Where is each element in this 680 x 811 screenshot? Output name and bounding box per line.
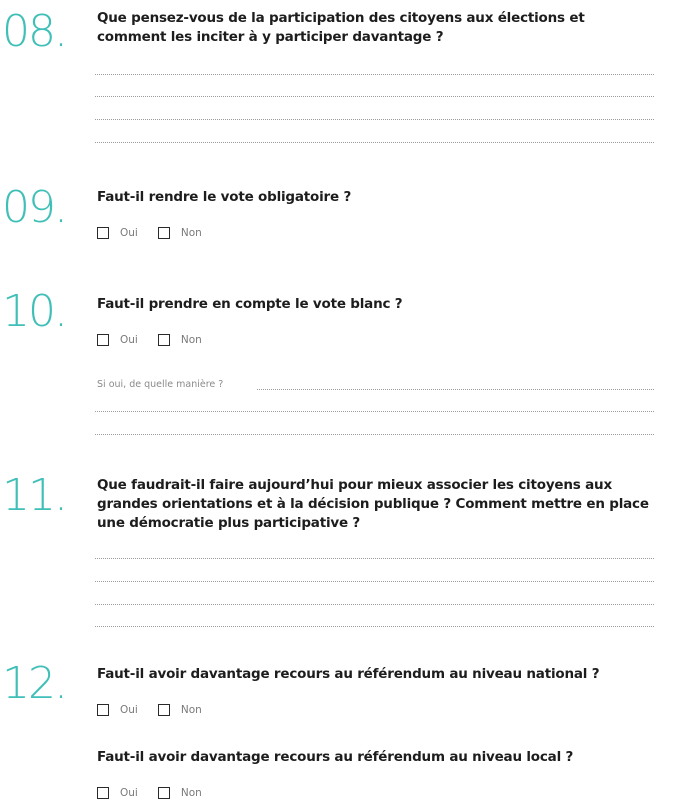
- option-label: Non: [180, 704, 202, 716]
- answer-line[interactable]: [95, 142, 654, 143]
- question-11-text: Que faudrait-il faire aujourd’hui pour mieux associer les citoyens aux grandes orientations et à la décision publique ? Comment mettre en place une démocratie plus participative ?: [97, 477, 649, 531]
- option-label: Oui: [120, 334, 138, 346]
- q09-non-checkbox[interactable]: [158, 227, 202, 239]
- q09-oui-checkbox[interactable]: [97, 227, 138, 239]
- q12-local-non-checkbox[interactable]: [158, 787, 202, 799]
- question-number-11: 11.: [2, 470, 66, 521]
- checkbox-icon[interactable]: [97, 704, 109, 716]
- q10-options: [97, 332, 222, 348]
- q10-sub-label: Si oui, de quelle manière ?: [97, 379, 227, 390]
- answer-line[interactable]: [95, 626, 654, 627]
- answer-line[interactable]: [257, 389, 654, 390]
- question-12-national-text: Faut-il avoir davantage recours au référendum au niveau national ?: [97, 666, 600, 682]
- answer-line[interactable]: [95, 434, 654, 435]
- answer-line[interactable]: [95, 411, 654, 412]
- checkbox-icon[interactable]: [158, 227, 170, 239]
- question-number-10: 10.: [2, 286, 66, 337]
- question-number-12: 12.: [2, 658, 66, 709]
- question-number-08: 08.: [2, 6, 66, 57]
- option-label: Oui: [120, 227, 138, 239]
- q10-oui-checkbox[interactable]: [97, 334, 138, 346]
- q10-non-checkbox[interactable]: [158, 334, 202, 346]
- checkbox-icon[interactable]: [97, 787, 109, 799]
- question-08-text: Que pensez-vous de la participation des citoyens aux élections et comment les inciter à y participer davantage ?: [97, 10, 585, 45]
- q12-national-options: [97, 702, 222, 718]
- question-10-text: Faut-il prendre en compte le vote blanc ?: [97, 296, 403, 312]
- checkbox-icon[interactable]: [97, 334, 109, 346]
- q12-local-oui-checkbox[interactable]: [97, 787, 138, 799]
- checkbox-icon[interactable]: [158, 704, 170, 716]
- q12-national-oui-checkbox[interactable]: [97, 704, 138, 716]
- question-12-local-text: Faut-il avoir davantage recours au référendum au niveau local ?: [97, 749, 574, 765]
- option-label: Non: [180, 787, 202, 799]
- answer-line[interactable]: [95, 604, 654, 605]
- option-label: Non: [180, 227, 202, 239]
- checkbox-icon[interactable]: [97, 227, 109, 239]
- checkbox-icon[interactable]: [158, 787, 170, 799]
- q12-local-options: [97, 785, 222, 801]
- question-09-text: Faut-il rendre le vote obligatoire ?: [97, 189, 352, 205]
- answer-line[interactable]: [95, 581, 654, 582]
- answer-line[interactable]: [95, 74, 654, 75]
- answer-line[interactable]: [95, 119, 654, 120]
- question-number-09: 09.: [2, 182, 66, 233]
- q09-options: [97, 225, 222, 241]
- q12-national-non-checkbox[interactable]: [158, 704, 202, 716]
- checkbox-icon[interactable]: [158, 334, 170, 346]
- answer-line[interactable]: [95, 96, 654, 97]
- option-label: Oui: [120, 787, 138, 799]
- option-label: Non: [180, 334, 202, 346]
- answer-line[interactable]: [95, 558, 654, 559]
- option-label: Oui: [120, 704, 138, 716]
